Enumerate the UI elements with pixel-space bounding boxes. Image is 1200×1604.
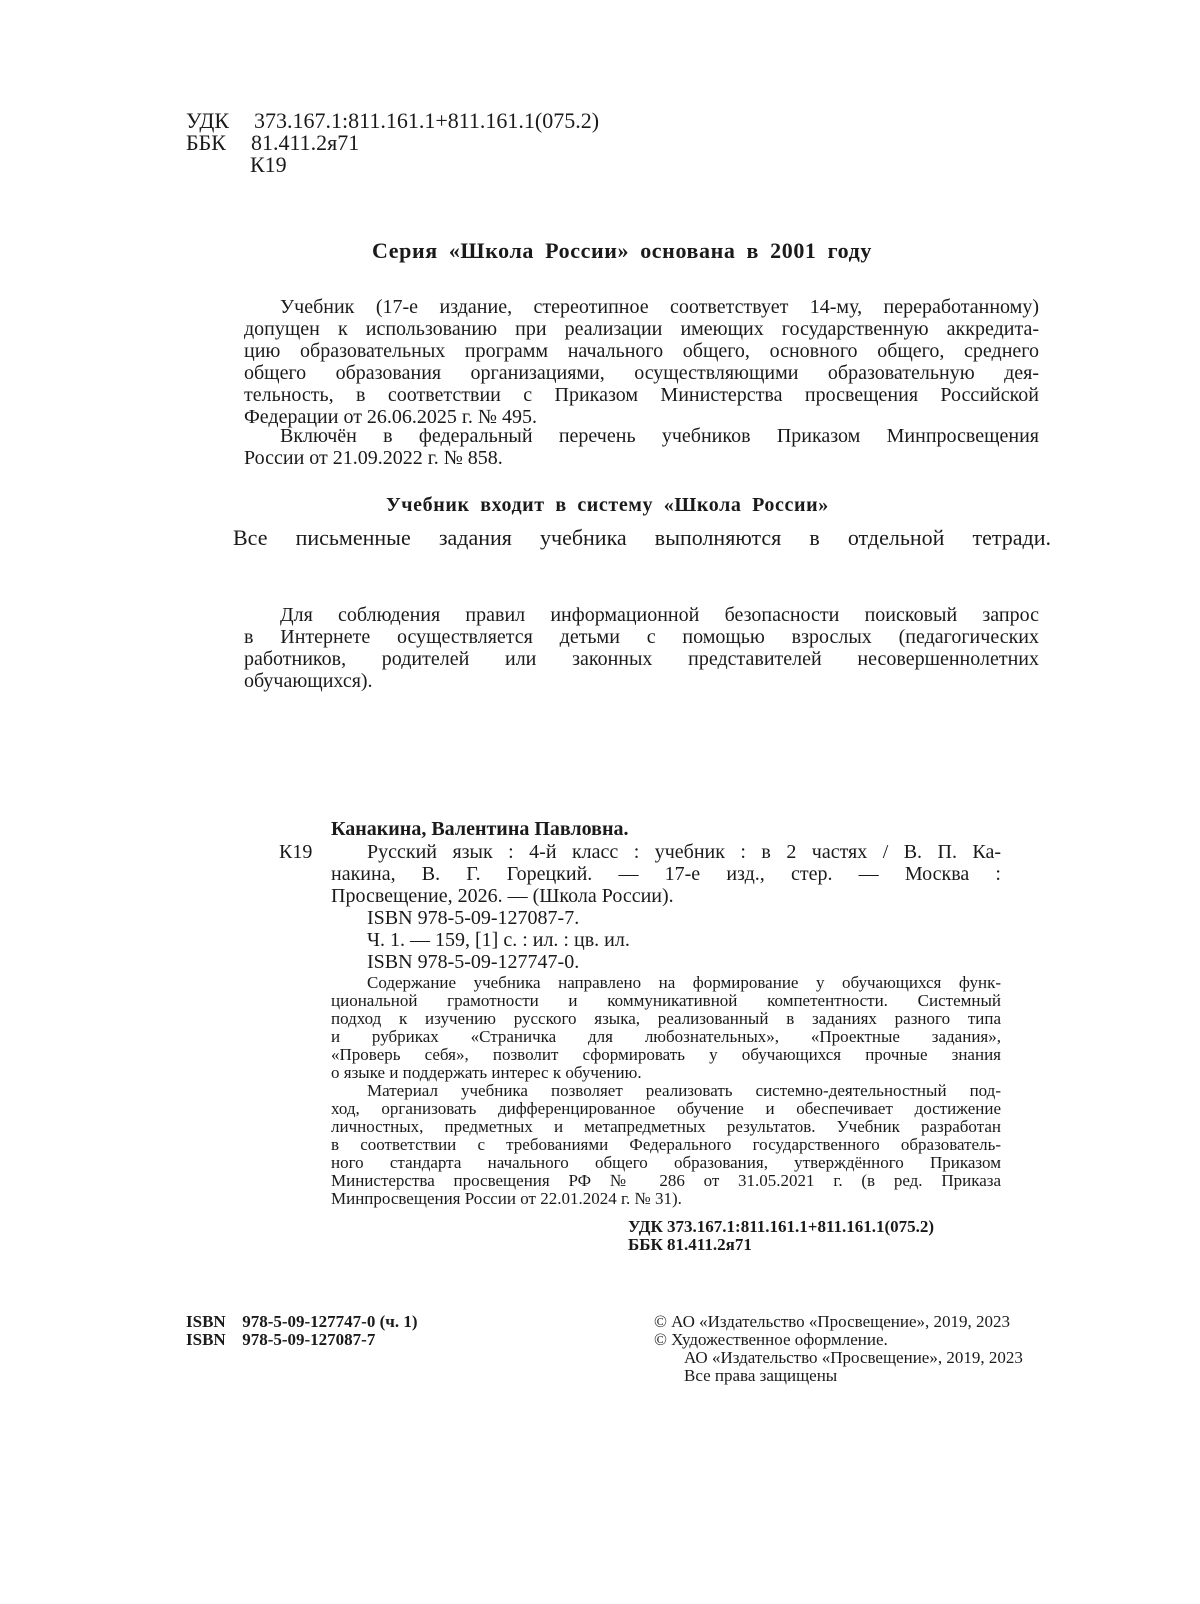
author-mark: К19 bbox=[250, 152, 287, 177]
list-line: России от 21.09.2022 г. № 858. bbox=[244, 447, 503, 469]
footer-isbn-line bbox=[186, 1331, 418, 1349]
abstract-line: «Проверь себя», позволит сформировать у обучающихся прочные знания bbox=[331, 1045, 1001, 1064]
udk-line bbox=[186, 110, 599, 132]
abstract-1 bbox=[331, 974, 1001, 1082]
approval-line: тельность, в соответствии с Приказом Министерства просвещения Российской bbox=[244, 384, 1039, 406]
abstract-line: Содержание учебника направлено на формирование у обучающихся функ- bbox=[367, 973, 1001, 992]
abstract-line: циональной грамотности и коммуникативной компетентности. Системный bbox=[331, 991, 1001, 1010]
isbn-set: ISBN 978-5-09-127087-7. bbox=[367, 907, 580, 929]
isbn-label: ISBN bbox=[186, 1312, 226, 1331]
footer-copyright bbox=[654, 1313, 1023, 1385]
safety-line: в Интернете осуществляется детьми с помощью взрослых (педагогических bbox=[244, 626, 1039, 648]
approval-line: цию образовательных программ начального общего, основного общего, среднего bbox=[244, 340, 1039, 362]
copyright-line: © Художественное оформление. bbox=[654, 1330, 888, 1349]
workbook-note bbox=[233, 527, 1051, 549]
abstract-line: подход к изучению русского языка, реализованный в заданиях разного типа bbox=[331, 1009, 1001, 1028]
footer-isbn-line bbox=[186, 1313, 418, 1331]
copyright-line: © АО «Издательство «Просвещение», 2019, 2023 bbox=[654, 1312, 1011, 1331]
abstract-line: Минпросвещения России от 22.01.2024 г. № 31). bbox=[331, 1189, 682, 1208]
abstract-line: о языке и поддержать интерес к обучению. bbox=[331, 1063, 642, 1082]
catalog-description bbox=[331, 841, 1001, 973]
bbk-label: ББК bbox=[186, 130, 226, 155]
card-bbk: ББК 81.411.2я71 bbox=[628, 1235, 752, 1254]
list-line: Включён в федеральный перечень учебников Приказом Минпросвещения bbox=[280, 425, 1039, 447]
list-paragraph bbox=[244, 425, 1039, 469]
abstract-line: ного стандарта начального общего образования, утверждённого Приказом bbox=[331, 1153, 1001, 1172]
description-line: Просвещение, 2026. — (Школа России). bbox=[331, 885, 674, 907]
catalog-body bbox=[276, 841, 1006, 1208]
isbn-label: ISBN bbox=[186, 1330, 226, 1349]
safety-line: Для соблюдения правил информационной безопасности поисковый запрос bbox=[280, 604, 1039, 626]
copyright-line: АО «Издательство «Просвещение», 2019, 2023 bbox=[684, 1348, 1023, 1367]
abstract-line: в соответствии с требованиями Федерального государственного образователь- bbox=[331, 1135, 1001, 1154]
system-note: Учебник входит в систему «Школа России» bbox=[386, 494, 829, 516]
isbn-part: ISBN 978-5-09-127747-0. bbox=[367, 951, 580, 973]
classification-block bbox=[186, 110, 599, 176]
card-classification bbox=[628, 1218, 934, 1254]
catalog-card bbox=[276, 817, 1006, 1208]
bbk-line bbox=[186, 132, 599, 154]
author-heading: Канакина, Валентина Павловна. bbox=[331, 818, 629, 840]
part-info: Ч. 1. — 159, [1] с. : ил. : цв. ил. bbox=[367, 929, 630, 951]
approval-line: Учебник (17-е издание, стереотипное соответствует 14-му, переработанному) bbox=[280, 296, 1039, 318]
card-udk: УДК 373.167.1:811.161.1+811.161.1(075.2) bbox=[628, 1217, 935, 1236]
isbn-value: 978-5-09-127087-7 bbox=[242, 1330, 376, 1349]
abstract-line: и рубриках «Страничка для любознательных», «Проектные задания», bbox=[331, 1027, 1001, 1046]
abstract-line: ход, организовать дифференцированное обучение и обеспечивает достижение bbox=[331, 1099, 1001, 1118]
approval-line: общего образования организациями, осуществляющими образовательную дея- bbox=[244, 362, 1039, 384]
abstract-line: личностных, предметных и метапредметных результатов. Учебник разработан bbox=[331, 1117, 1001, 1136]
udk-label: УДК bbox=[186, 108, 230, 133]
approval-paragraph bbox=[244, 296, 1039, 428]
abstract-line: Министерства просвещения РФ № 286 от 31.05.2021 г. (в ред. Приказа bbox=[331, 1171, 1001, 1190]
footer-isbn bbox=[186, 1313, 418, 1349]
safety-line: работников, родителей или законных представителей несовершеннолетних bbox=[244, 648, 1039, 670]
description-line: Русский язык : 4-й класс : учебник : в 2 частях / В. П. Ка- bbox=[367, 841, 1001, 863]
series-note: Серия «Школа России» основана в 2001 году bbox=[372, 238, 872, 263]
approval-line: допущен к использованию при реализации имеющих государственную аккредита- bbox=[244, 318, 1039, 340]
safety-line: обучающихся). bbox=[244, 670, 373, 692]
description-line: накина, В. Г. Горецкий. — 17-е изд., стер. — Москва : bbox=[331, 863, 1001, 885]
abstract-line: Материал учебника позволяет реализовать системно-деятельностный под- bbox=[367, 1081, 1001, 1100]
bbk-value: 81.411.2я71 bbox=[250, 130, 360, 155]
udk-value: 373.167.1:811.161.1+811.161.1(075.2) bbox=[254, 108, 600, 133]
copyright-line: Все права защищены bbox=[684, 1366, 838, 1385]
safety-paragraph bbox=[244, 604, 1039, 692]
approval-line: Федерации от 26.06.2025 г. № 495. bbox=[244, 406, 537, 428]
isbn-value: 978-5-09-127747-0 (ч. 1) bbox=[242, 1312, 418, 1331]
abstract-2 bbox=[331, 1082, 1001, 1208]
catalog-mark: К19 bbox=[279, 841, 313, 863]
workbook-line: Все письменные задания учебника выполняются в отдельной тетради. bbox=[233, 525, 1051, 550]
